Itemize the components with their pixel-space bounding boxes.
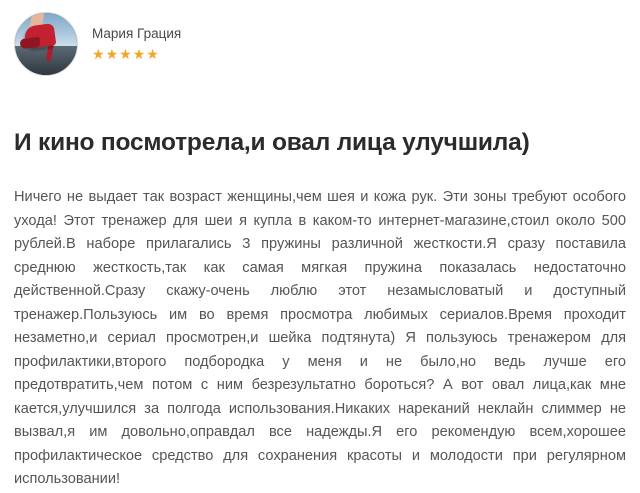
star-icon-2: ★ [105, 46, 120, 62]
star-icon-5: ★ [146, 46, 160, 62]
avatar[interactable] [14, 12, 78, 76]
review-title: И кино посмотрела,и овал лица улучшила) [14, 129, 530, 156]
star-icon-4: ★ [132, 46, 147, 62]
avatar-background-ground [15, 46, 77, 75]
star-icon-1: ★ [92, 46, 106, 62]
review-body-text: Ничего не выдает так возраст женщины,чем шея и кожа рук. Эти зоны требуют особого ухода! Этот тренажер для шеи я купла в каком-то интернет-магазине,стоил около 500 рублей.В наборе прилагались 3 пружины различной жесткости.Я сразу поставила среднюю жесткость,так как самая мягкая пружина показалась недостаточно действенной.Сразу скажу-очень люблю этот незамысловатый и доступный тренажер.Пользуюсь им во время просмотра любимых сериалов.Время проходит незаметно,и сериал просмотрен,и шейка подтянута) Я пользуюсь тренажером для профилактики,второго подбородка у меня и не было,но ведь лучше его предотвратить,чем потом с ним безрезультатно бороться? А вот овал лица,как мне кается,улучшился за полгода использования.Никаких нареканий неклайн слиммер не вызвал,я им довольно,оправдал все надежды.Я его рекомендую всем,хорошее профилактическое средство для сохранения красоты и молодости при регулярном использовании! [14, 189, 626, 487]
author-name: Мария Грация [92, 26, 182, 41]
user-meta [92, 12, 181, 61]
rating-stars [92, 47, 181, 61]
star-icon-3: ★ [119, 46, 133, 62]
review-header [14, 12, 626, 84]
